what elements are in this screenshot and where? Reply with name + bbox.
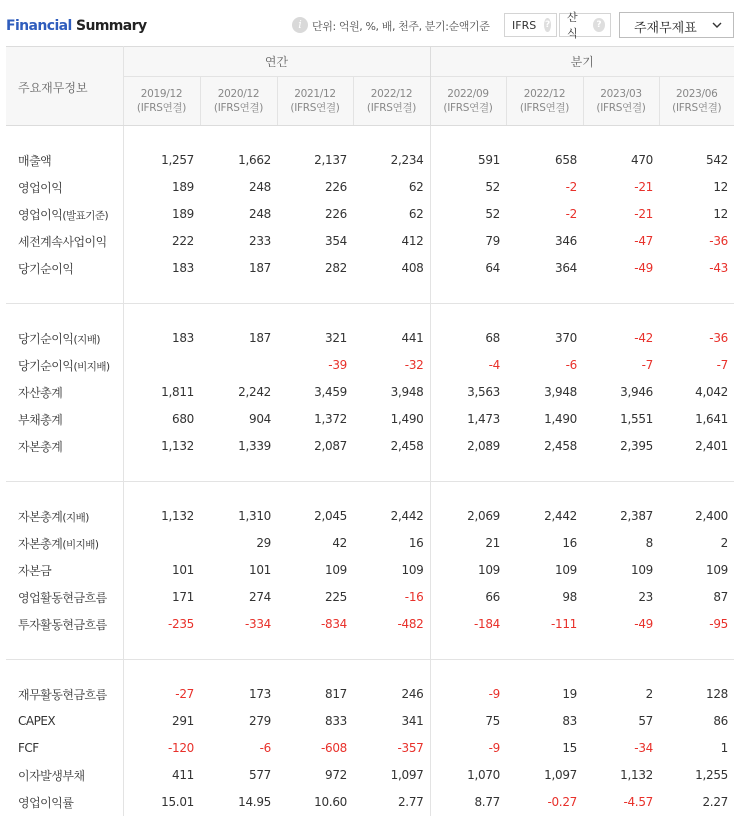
spacer-row bbox=[6, 282, 734, 304]
period-date: 2023/03 bbox=[600, 88, 642, 100]
value-cell: 183 bbox=[171, 331, 194, 345]
value-cell: 189 bbox=[171, 180, 194, 194]
row-label bbox=[6, 255, 123, 282]
value-cell: -9 bbox=[430, 681, 506, 708]
period-basis: (IFRS연결) bbox=[213, 102, 264, 114]
row-label-text: FCF bbox=[18, 741, 39, 755]
value-cell: 274 bbox=[248, 590, 271, 604]
value-cell: 171 bbox=[171, 590, 194, 604]
table-row bbox=[6, 352, 734, 379]
value-cell: -27 bbox=[175, 687, 194, 701]
value-cell: -95 bbox=[709, 617, 728, 631]
value-cell: 282 bbox=[324, 261, 347, 275]
period-date: 2020/12 bbox=[217, 88, 260, 100]
value-cell bbox=[200, 352, 277, 379]
row-label bbox=[6, 379, 123, 406]
value-cell: 42 bbox=[332, 536, 347, 550]
row-label bbox=[6, 147, 123, 174]
value-cell: 248 bbox=[248, 207, 271, 221]
row-label-qualifier: (지배) bbox=[62, 511, 89, 524]
value-cell: 2,089 bbox=[430, 433, 506, 460]
value-cell: 833 bbox=[324, 714, 347, 728]
row-label-text: 세전계속사업이익 bbox=[18, 234, 107, 249]
row-label-text: 자본총계 bbox=[18, 439, 63, 454]
spacer-row bbox=[6, 638, 734, 660]
value-cell: 16 bbox=[408, 536, 424, 550]
row-label-text: 영업이익률 bbox=[18, 795, 74, 810]
value-cell: 19 bbox=[562, 687, 577, 701]
value-cell bbox=[123, 530, 200, 557]
value-cell: -21 bbox=[634, 207, 653, 221]
value-cell: 226 bbox=[324, 180, 347, 194]
value-cell: 577 bbox=[248, 768, 271, 782]
table-row bbox=[6, 681, 734, 708]
page-title bbox=[6, 18, 146, 34]
value-cell: 411 bbox=[171, 768, 194, 782]
value-cell: 52 bbox=[430, 201, 506, 228]
value-cell: 109 bbox=[705, 563, 728, 577]
period-basis: (IFRS연결) bbox=[519, 102, 570, 114]
value-cell: 75 bbox=[430, 708, 506, 735]
value-cell: 12 bbox=[713, 180, 728, 194]
row-label-text: 영업이익 bbox=[18, 207, 63, 222]
value-cell: 246 bbox=[401, 687, 424, 701]
value-cell: 8 bbox=[645, 536, 653, 550]
value-cell: 1,097 bbox=[390, 768, 424, 782]
row-label-text: 당기순이익 bbox=[18, 261, 74, 276]
table-row bbox=[6, 433, 734, 460]
value-cell: 8.77 bbox=[430, 789, 506, 816]
ifrs-help-button[interactable] bbox=[504, 13, 557, 37]
row-label-text: 당기순이익 bbox=[18, 358, 74, 373]
row-label bbox=[6, 325, 123, 352]
value-cell: 291 bbox=[171, 714, 194, 728]
table-row bbox=[6, 255, 734, 282]
value-cell: 680 bbox=[171, 412, 194, 426]
corner-header: 주요재무정보 bbox=[6, 47, 123, 126]
row-label bbox=[6, 584, 123, 611]
value-cell: 222 bbox=[171, 234, 194, 248]
value-cell: 470 bbox=[630, 153, 653, 167]
value-cell: -357 bbox=[397, 741, 424, 755]
value-cell: 66 bbox=[430, 584, 506, 611]
value-cell: 29 bbox=[256, 536, 271, 550]
period-date: 2019/12 bbox=[140, 88, 183, 100]
formula-label: 산식 bbox=[567, 11, 578, 40]
row-label-qualifier: (지배) bbox=[73, 333, 100, 346]
row-label bbox=[6, 789, 123, 816]
value-cell: 3,948 bbox=[390, 385, 424, 399]
value-cell: 101 bbox=[171, 563, 194, 577]
value-cell: 1,070 bbox=[430, 762, 506, 789]
row-label bbox=[6, 174, 123, 201]
value-cell: 3,946 bbox=[620, 385, 653, 399]
question-icon: ? bbox=[593, 18, 605, 32]
value-cell: 2,045 bbox=[314, 509, 347, 523]
statement-type-value: 주재무제표 bbox=[634, 21, 697, 36]
value-cell: 2,401 bbox=[695, 439, 728, 453]
row-label-text: 자산총계 bbox=[18, 385, 63, 400]
value-cell: 1,372 bbox=[314, 412, 347, 426]
value-cell: 542 bbox=[705, 153, 728, 167]
value-cell: 68 bbox=[430, 325, 506, 352]
row-label-text: 재무활동현금흐름 bbox=[18, 687, 107, 702]
value-cell: 591 bbox=[430, 147, 506, 174]
row-label-text: 부채총계 bbox=[18, 412, 63, 427]
row-label bbox=[6, 762, 123, 789]
value-cell: 109 bbox=[430, 557, 506, 584]
value-cell: 52 bbox=[430, 174, 506, 201]
value-cell: 279 bbox=[248, 714, 271, 728]
value-cell: 10.60 bbox=[314, 795, 347, 809]
value-cell: 2,400 bbox=[695, 509, 728, 523]
value-cell: 1,662 bbox=[238, 153, 271, 167]
value-cell: -42 bbox=[634, 331, 653, 345]
value-cell: 2,458 bbox=[544, 439, 577, 453]
value-cell: -16 bbox=[404, 590, 424, 604]
period-header bbox=[123, 77, 200, 126]
spacer-row bbox=[6, 126, 734, 147]
financial-summary-table bbox=[6, 46, 734, 816]
period-date: 2022/09 bbox=[447, 88, 489, 100]
value-cell: 4,042 bbox=[695, 385, 728, 399]
value-cell: -482 bbox=[397, 617, 424, 631]
value-cell: 2,442 bbox=[544, 509, 577, 523]
question-icon: ? bbox=[544, 20, 551, 30]
value-cell: 16 bbox=[562, 536, 577, 550]
row-label bbox=[6, 708, 123, 735]
table-row bbox=[6, 379, 734, 406]
value-cell: -6 bbox=[565, 358, 577, 372]
table-row bbox=[6, 530, 734, 557]
table-row bbox=[6, 557, 734, 584]
value-cell: -47 bbox=[634, 234, 653, 248]
row-label-text: 이자발생부채 bbox=[18, 768, 85, 783]
table-row bbox=[6, 708, 734, 735]
value-cell: 109 bbox=[324, 563, 347, 577]
row-label bbox=[6, 228, 123, 255]
value-cell: 1,641 bbox=[695, 412, 728, 426]
value-cell: 2,395 bbox=[620, 439, 653, 453]
value-cell: 87 bbox=[713, 590, 728, 604]
table-row bbox=[6, 584, 734, 611]
value-cell: 62 bbox=[408, 180, 424, 194]
value-cell: 3,459 bbox=[314, 385, 347, 399]
table-row bbox=[6, 325, 734, 352]
value-cell: 2,137 bbox=[314, 153, 347, 167]
value-cell: -7 bbox=[716, 358, 728, 372]
value-cell: 972 bbox=[324, 768, 347, 782]
period-header bbox=[659, 77, 734, 126]
value-cell: 1,473 bbox=[430, 406, 506, 433]
row-label-text: 투자활동현금흐름 bbox=[18, 617, 107, 632]
value-cell: 341 bbox=[401, 714, 424, 728]
value-cell: 15.01 bbox=[161, 795, 194, 809]
period-basis: (IFRS연결) bbox=[672, 102, 722, 114]
value-cell: 370 bbox=[554, 331, 577, 345]
annual-group-header: 연간 bbox=[123, 47, 430, 77]
value-cell: 109 bbox=[630, 563, 653, 577]
value-cell: 2,087 bbox=[314, 439, 347, 453]
value-cell: -36 bbox=[709, 331, 728, 345]
value-cell: 109 bbox=[554, 563, 577, 577]
value-cell: 2.27 bbox=[702, 795, 728, 809]
value-cell: 1,490 bbox=[544, 412, 577, 426]
value-cell: 3,563 bbox=[430, 379, 506, 406]
value-cell: -43 bbox=[709, 261, 728, 275]
value-cell: -120 bbox=[167, 741, 194, 755]
table-row bbox=[6, 503, 734, 530]
value-cell: -235 bbox=[167, 617, 194, 631]
chevron-down-icon bbox=[711, 19, 723, 31]
value-cell: 2 bbox=[720, 536, 728, 550]
table-row bbox=[6, 201, 734, 228]
value-cell: 408 bbox=[401, 261, 424, 275]
row-label bbox=[6, 352, 123, 379]
period-header bbox=[200, 77, 277, 126]
value-cell: 354 bbox=[324, 234, 347, 248]
value-cell: 248 bbox=[248, 180, 271, 194]
period-date: 2023/06 bbox=[675, 88, 718, 100]
title-summary: Summary bbox=[75, 18, 147, 34]
value-cell: -2 bbox=[565, 180, 577, 194]
period-basis: (IFRS연결) bbox=[596, 102, 646, 114]
value-cell: 1,310 bbox=[238, 509, 271, 523]
value-cell: -111 bbox=[550, 617, 577, 631]
value-cell: 1,132 bbox=[161, 439, 194, 453]
table-body bbox=[6, 126, 734, 816]
value-cell: 187 bbox=[248, 261, 271, 275]
row-label-text: 영업활동현금흐름 bbox=[18, 590, 107, 605]
summary-toolbar bbox=[0, 0, 742, 46]
formula-help-button[interactable] bbox=[559, 11, 611, 40]
row-label-text: 자본금 bbox=[18, 563, 52, 578]
value-cell: 86 bbox=[713, 714, 728, 728]
value-cell: -184 bbox=[430, 611, 506, 638]
row-label bbox=[6, 735, 123, 762]
value-cell: 83 bbox=[562, 714, 577, 728]
spacer-row bbox=[6, 482, 734, 503]
spacer-row bbox=[6, 660, 734, 681]
value-cell: 441 bbox=[401, 331, 424, 345]
value-cell: -0.27 bbox=[547, 795, 577, 809]
value-cell: 23 bbox=[638, 590, 653, 604]
row-label-text: 자본총계 bbox=[18, 509, 63, 524]
value-cell: -834 bbox=[320, 617, 347, 631]
table-row bbox=[6, 611, 734, 638]
row-label bbox=[6, 503, 123, 530]
value-cell: 1,811 bbox=[161, 385, 194, 399]
value-cell: 2,234 bbox=[390, 153, 424, 167]
period-date: 2021/12 bbox=[294, 88, 336, 100]
value-cell: 321 bbox=[324, 331, 347, 345]
ifrs-label: IFRS bbox=[512, 18, 537, 32]
period-basis: (IFRS연결) bbox=[366, 102, 417, 114]
value-cell: 128 bbox=[705, 687, 728, 701]
value-cell: 2,442 bbox=[390, 509, 424, 523]
period-header bbox=[353, 77, 430, 126]
title-financial: Financial bbox=[6, 18, 72, 34]
row-label bbox=[6, 406, 123, 433]
value-cell: 79 bbox=[430, 228, 506, 255]
period-date: 2022/12 bbox=[370, 88, 413, 100]
spacer-row bbox=[6, 304, 734, 325]
value-cell: 817 bbox=[324, 687, 347, 701]
value-cell: 225 bbox=[324, 590, 347, 604]
value-cell: -34 bbox=[634, 741, 653, 755]
period-header bbox=[506, 77, 583, 126]
value-cell: 412 bbox=[401, 234, 424, 248]
value-cell: 1,132 bbox=[620, 768, 653, 782]
value-cell: 15 bbox=[562, 741, 577, 755]
value-cell: -36 bbox=[709, 234, 728, 248]
row-label bbox=[6, 611, 123, 638]
value-cell: 12 bbox=[713, 207, 728, 221]
value-cell: -49 bbox=[634, 617, 653, 631]
value-cell: -49 bbox=[634, 261, 653, 275]
value-cell: -4.57 bbox=[623, 795, 653, 809]
table-row bbox=[6, 735, 734, 762]
table-row bbox=[6, 147, 734, 174]
period-basis: (IFRS연결) bbox=[136, 102, 187, 114]
value-cell: 658 bbox=[554, 153, 577, 167]
unit-description: 단위: 억원, %, 배, 천주, 분기:순액기준 bbox=[312, 20, 490, 33]
row-label-qualifier: (비지배) bbox=[73, 360, 110, 373]
row-label bbox=[6, 433, 123, 460]
value-cell: -9 bbox=[430, 735, 506, 762]
value-cell: 189 bbox=[171, 207, 194, 221]
row-label-qualifier: (발표기준) bbox=[62, 209, 109, 222]
value-cell: -334 bbox=[244, 617, 271, 631]
period-header bbox=[583, 77, 659, 126]
value-cell: -6 bbox=[259, 741, 271, 755]
period-basis: (IFRS연결) bbox=[443, 102, 493, 114]
value-cell: 1,255 bbox=[695, 768, 728, 782]
value-cell: -608 bbox=[320, 741, 347, 755]
value-cell: 2,458 bbox=[390, 439, 424, 453]
value-cell: 57 bbox=[638, 714, 653, 728]
row-label bbox=[6, 557, 123, 584]
table-row bbox=[6, 228, 734, 255]
row-label-text: CAPEX bbox=[18, 714, 56, 728]
value-cell: -21 bbox=[634, 180, 653, 194]
value-cell: -2 bbox=[565, 207, 577, 221]
row-label bbox=[6, 681, 123, 708]
period-header bbox=[430, 77, 506, 126]
value-cell: 1,097 bbox=[544, 768, 577, 782]
value-cell: 101 bbox=[248, 563, 271, 577]
value-cell: -4 bbox=[430, 352, 506, 379]
value-cell: 226 bbox=[324, 207, 347, 221]
value-cell: 1,551 bbox=[620, 412, 653, 426]
value-cell: 2.77 bbox=[397, 795, 424, 809]
value-cell: 2,387 bbox=[620, 509, 653, 523]
value-cell: 173 bbox=[248, 687, 271, 701]
row-label bbox=[6, 530, 123, 557]
period-header bbox=[277, 77, 353, 126]
value-cell bbox=[123, 352, 200, 379]
table-row bbox=[6, 406, 734, 433]
statement-type-select[interactable] bbox=[619, 12, 734, 38]
value-cell: 2 bbox=[645, 687, 653, 701]
value-cell: 1 bbox=[720, 741, 728, 755]
spacer-row bbox=[6, 460, 734, 482]
row-label-text: 영업이익 bbox=[18, 180, 63, 195]
value-cell: -7 bbox=[641, 358, 653, 372]
value-cell: 233 bbox=[248, 234, 271, 248]
value-cell: 2,242 bbox=[238, 385, 271, 399]
value-cell: 364 bbox=[554, 261, 577, 275]
row-label bbox=[6, 201, 123, 228]
value-cell: 2,069 bbox=[430, 503, 506, 530]
value-cell: 109 bbox=[401, 563, 424, 577]
period-basis: (IFRS연결) bbox=[290, 102, 340, 114]
table-row bbox=[6, 174, 734, 201]
value-cell: 904 bbox=[248, 412, 271, 426]
row-label-text: 당기순이익 bbox=[18, 331, 74, 346]
row-label-text: 매출액 bbox=[18, 153, 52, 168]
value-cell: 98 bbox=[562, 590, 577, 604]
value-cell: 187 bbox=[248, 331, 271, 345]
info-icon[interactable]: i bbox=[292, 17, 308, 33]
row-label-text: 자본총계 bbox=[18, 536, 63, 551]
table-row bbox=[6, 789, 734, 816]
value-cell: 346 bbox=[554, 234, 577, 248]
value-cell: 64 bbox=[430, 255, 506, 282]
value-cell: -39 bbox=[328, 358, 347, 372]
value-cell: 62 bbox=[408, 207, 424, 221]
value-cell: 14.95 bbox=[238, 795, 271, 809]
value-cell: 21 bbox=[430, 530, 506, 557]
value-cell: -32 bbox=[404, 358, 424, 372]
value-cell: 1,132 bbox=[161, 509, 194, 523]
row-label-qualifier: (비지배) bbox=[62, 538, 99, 551]
value-cell: 1,339 bbox=[238, 439, 271, 453]
value-cell: 1,490 bbox=[390, 412, 424, 426]
value-cell: 3,948 bbox=[544, 385, 577, 399]
period-date: 2022/12 bbox=[523, 88, 566, 100]
value-cell: 1,257 bbox=[161, 153, 194, 167]
value-cell: 183 bbox=[171, 261, 194, 275]
table-row bbox=[6, 762, 734, 789]
quarterly-group-header: 분기 bbox=[430, 47, 734, 77]
